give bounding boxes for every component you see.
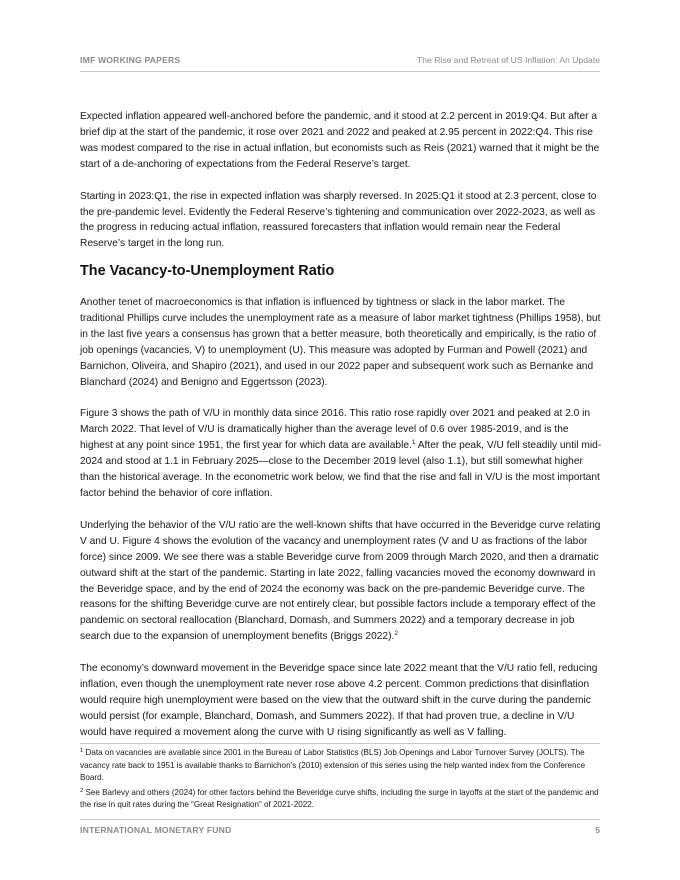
footnote-1-text: Data on vacancies are available since 2001 in the Bureau of Labor Statistics (BLS) Job Openings and Labor Turnover Survey (JOLTS). The vacancy rate back to 1951 is available thanks to Barnichon’s (2010) extension of this series using the help wanted index from the Conference Board. [80, 748, 586, 783]
page-number: 5 [595, 825, 600, 835]
paragraph-downward-movement: The economy’s downward movement in the Beveridge space since late 2022 meant that the V/U ratio fell, reducing inflation, even though the unemployment rate never rose above 4.2 percent. Common predictions that disinflation would require high unemployment were based on the view that the outward shift in the curve during the pandemic would persist (for example, Blanchard, Domash, and Summers 2022). If that had proven true, a decline in V/U would have required a movement along the curve with U rising significantly as well as V falling. [80, 663, 598, 738]
header-series-title: IMF WORKING PAPERS [80, 55, 181, 65]
footnote-2 [80, 787, 600, 812]
paragraph-figure-3-part1: Figure 3 shows the path of V/U in monthly data since 2016. This ratio rose rapidly over 2021 and peaked at 2.0 in March 2022. That level of V/U is dramatically higher than the average level of 0.6 over 1985-2019, and is the highest at any point since 1951, the first year for which data are available. [80, 408, 591, 452]
footnote-divider [80, 743, 600, 744]
footnote-ref-2[interactable]: 2 [394, 630, 398, 638]
body-text-top [80, 109, 602, 268]
page-header [80, 55, 600, 69]
footnotes [80, 747, 600, 814]
paragraph-labor-market-tightness: Another tenet of macroeconomics is that inflation is influenced by tightness or slack in the labor market. The traditional Phillips curve includes the unemployment rate as a measure of labor market tightness (Phillips 1958), but in the last five years a consensus has grown that a better measure, both theoretically and empirically, is the ratio of job openings (vacancies, V) to unemployment (U). This measure was adopted by Furman and Powell (2021) and Barnichon, Oliveira, and Shapiro (2021), and used in our 2022 paper and subsequent work such as Bernanke and Blanchard (2024) and Benigno and Eggertsson (2023). [80, 297, 601, 388]
header-paper-title: The Rise and Retreat of US Inflation: An Update [417, 55, 600, 65]
footnote-1 [80, 747, 600, 785]
page-footer [80, 825, 600, 839]
paragraph-beveridge-curve [80, 518, 602, 645]
header-divider [80, 71, 600, 72]
footer-divider [80, 819, 600, 820]
paragraph-figure-3 [80, 406, 602, 501]
paragraph-expected-inflation-reversal: Starting in 2023:Q1, the rise in expected inflation was sharply reversed. In 2025:Q1 it stood at 2.3 percent, close to the pre-pandemic level. Evidently the Federal Reserve’s tightening and communication over 2022-2023, as well as the progress in reducing actual inflation, reassured forecasters that inflation would remain near the Federal Reserve’s target in the long run. [80, 190, 597, 250]
body-text-section [80, 262, 602, 757]
paragraph-figure-3-part2: After the peak, V/U fell steadily until mid-2024 and stood at 1.1 in February 2025—close to the December 2019 level (also 1.1), but still somewhat higher than the historical average. In the econometric work below, we find that the rise and fall in V/U is the most important factor behind the behavior of core inflation. [80, 440, 602, 499]
paragraph-expected-inflation: Expected inflation appeared well-anchored before the pandemic, and it stood at 2.2 percent in 2019:Q4. But after a brief dip at the start of the pandemic, it rose over 2021 and 2022 and peaked at 2.95 percent in 2022:Q4. This rise was modest compared to the rise in actual inflation, but economists such as Reis (2021) warned that it might be the start of a de-anchoring of expectations from the Federal Reserve’s target. [80, 111, 600, 170]
paragraph-beveridge-curve-text: Underlying the behavior of the V/U ratio are the well-known shifts that have occurred in the Beveridge curve relating V and U. Figure 4 shows the evolution of the vacancy and unemployment rates (V and U as fractions of the labor force) since 2009. We see there was a stable Beveridge curve from 2009 through March 2020, and then a dramatic outward shift at the start of the pandemic. Starting in late 2022, falling vacancies moved the economy downward in the Beveridge space, and by the end of 2024 the economy was back on the pre-pandemic Beveridge curve. The reasons for the shifting Beveridge curve are not entirely clear, but possible factors include a temporary effect of the pandemic on sectoral reallocation (Blanchard, Domash, and Summers 2022) and a temporary decrease in job search due to the expansion of unemployment benefits (Briggs 2022). [80, 519, 601, 643]
footnote-2-text: See Barlevy and others (2024) for other factors behind the Beveridge curve shifts, including the surge in layoffs at the start of the pandemic and the rise in quit rates during the “Great Resignation” of 2021-2022. [80, 787, 599, 810]
footer-organization: INTERNATIONAL MONETARY FUND [80, 825, 232, 835]
footnote-1-number: 1 [80, 748, 84, 754]
footnote-2-number: 2 [80, 787, 84, 794]
footnote-ref-1[interactable]: 1 [411, 439, 416, 447]
section-heading: The Vacancy-to-Unemployment Ratio [80, 263, 335, 279]
